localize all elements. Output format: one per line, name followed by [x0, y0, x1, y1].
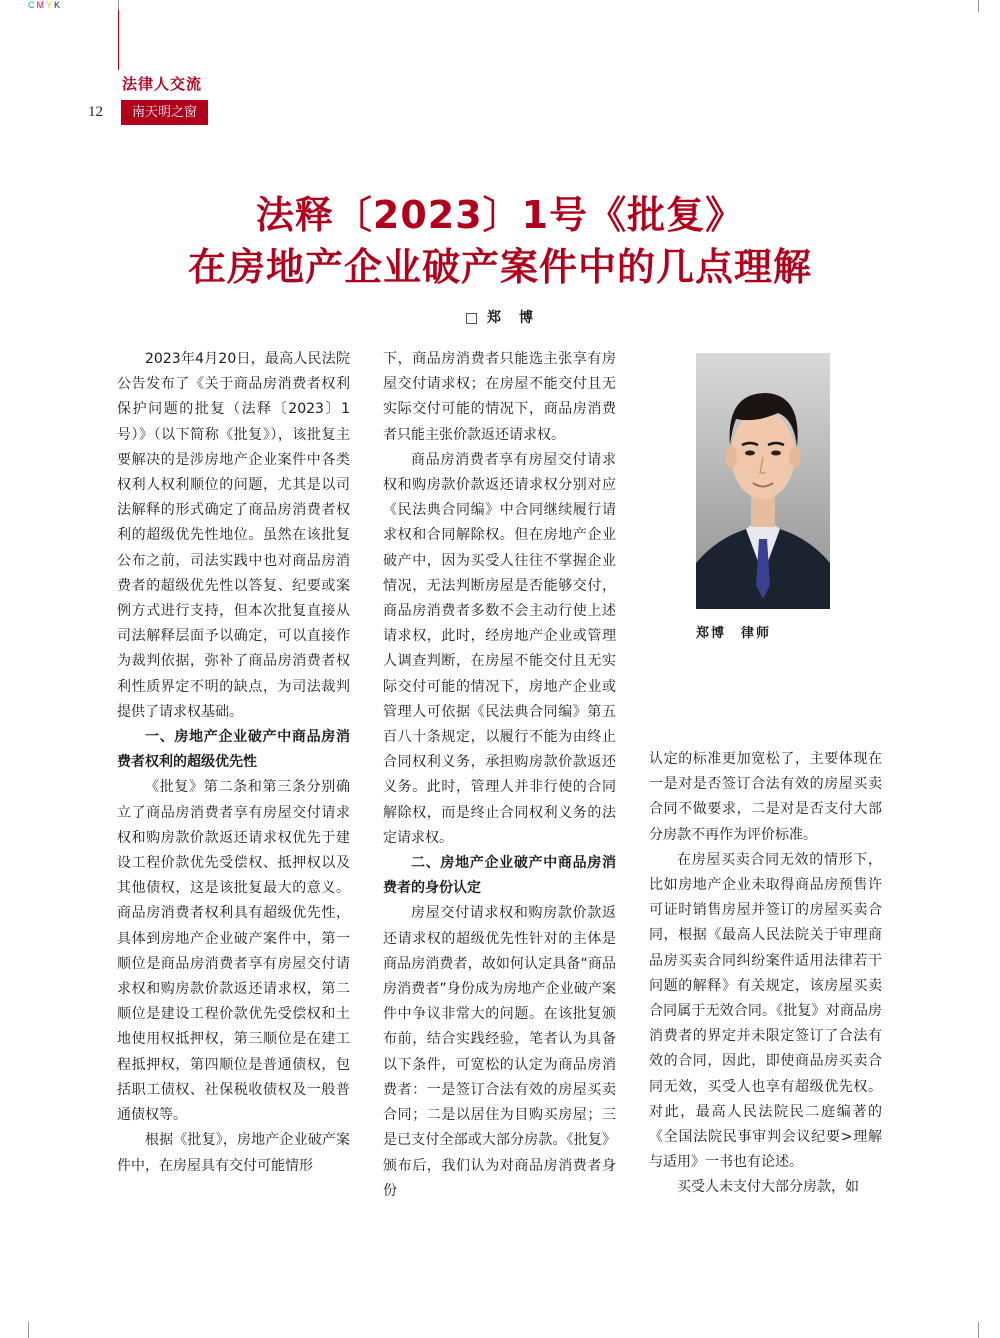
cmyk-m: M — [36, 0, 46, 10]
author-photo — [696, 353, 830, 609]
article-title-line2: 在房地产企业破产案件中的几点理解 — [187, 245, 812, 289]
paragraph: 房屋交付请求权和购房款价款返还请求权的超级优先性针对的主体是商品房消费者，故如何认定具备“商品房消费者”身份成为房地产企业破产案件中争议非常大的问题。在该批复颁布前，结合实践经验，笔者认为具备以下条件，可宽松的认定为商品房消费者：一是签订合法有效的房屋买卖合同；二是以居住为目购买房屋；三是已支付全部或大部分房款。《批复》颁布后，我们认为对商品房消费者身份 — [383, 905, 616, 1199]
column-tag: 南天明之窗 — [121, 100, 208, 125]
paragraph: 《批复》第二条和第三条分别确立了商品房消费者享有房屋交付请求权和购房款价款返还请求权优先于建设工程价款优先受偿权、抵押权以及其他债权，这是该批复最大的意义。商品房消费者权利具有超级优先性，具体到房地产企业破产案件中，第一顺位是商品房消费者享有房屋交付请求权和购房款价款返还请求权，第二顺位是建设工程价款优先受偿权和土地使用权抵押权，第三顺位是在建工程抵押权，第四顺位是普通债权，包括职工债权、社保税收债权及一般普通债权等。 — [117, 779, 350, 1124]
photo-caption: 郑博 律师 — [696, 626, 772, 641]
paragraph: 认定的标准更加宽松了，主要体现在一是对是否签订合法有效的房屋买卖合同不做要求，二是对是否支付大部分房款不再作为评价标准。 — [649, 751, 882, 843]
paragraph: 商品房消费者享有房屋交付请求权和购房款价款返还请求权分别对应《民法典合同编》中合同继续履行请求权和合同解除权。但在房地产企业破产中，因为买受人往往不掌握企业情况，无法判断房屋是否能够交付，商品房消费者多数不会主动行使上述请求权，此时，经房地产企业或管理人调查判断，在房屋不能交付且无实际交付可能的情况下，房地产企业或管理人可依据《民法典合同编》第五百八十条规定，以履行不能为由终止合同权利义务，承担购房款价款返还义务。此时，管理人并非行使的合同解除权，而是终止合同权利义务的法定请求权。 — [383, 451, 616, 846]
cmyk-k: K — [54, 0, 63, 10]
cmyk-y: Y — [46, 0, 55, 10]
crop-mark — [118, 0, 119, 10]
crop-mark — [978, 1322, 979, 1338]
section-title: 法律人交流 — [122, 75, 203, 93]
author-byline: □ 郑 博 — [464, 310, 536, 326]
paragraph: 根据《批复》，房地产企业破产案件中，在房屋具有交付可能情形 — [117, 1132, 350, 1174]
text-column-3 — [649, 747, 882, 1201]
cmyk-marks — [28, 0, 62, 10]
paragraph: 在房屋买卖合同无效的情形下，比如房地产企业未取得商品房预售许可证时销售房屋并签订的房屋买卖合同，根据《最高人民法院关于审理商品房买卖合同纠纷案件适用法律若干问题的解释》有关规定，该房屋买卖合同属于无效合同。《批复》对商品房消费者的界定并未限定签订了合法有效的合同，因此，即使商品房买卖合同无效，买受人也享有超级优先权。对此，最高人民法院民二庭编著的《全国法院民事审判会议纪要>理解与适用》一书也有论述。 — [649, 851, 882, 1171]
section-heading-2: 二、房地产企业破产中商品房消费者的身份认定 — [383, 855, 616, 897]
text-column-1 — [117, 347, 350, 1179]
paragraph: 下，商品房消费者只能选主张享有房屋交付请求权；在房屋不能交付且无实际交付可能的情况下，商品房消费者只能主张价款返还请求权。 — [383, 351, 616, 443]
header-rule — [118, 10, 119, 70]
paragraph: 买受人未支付大部分房款，如 — [677, 1179, 859, 1196]
section-heading-1: 一、房地产企业破产中商品房消费者权利的超级优先性 — [117, 729, 350, 771]
crop-mark — [28, 1322, 29, 1338]
text-column-2 — [383, 347, 616, 1204]
paragraph: 2023年4月20日，最高人民法院公告发布了《关于商品房消费者权利保护问题的批复（法释〔2023〕1号）》（以下简称《批复》），该批复主要解决的是涉房地产企业案件中各类权利人权利顺位的问题，尤其是以司法解释的形式确定了商品房消费者权利的超级优先性地位。虽然在该批复公布之前，司法实践中也对商品房消费者的超级优先性以答复、纪要或案例方式进行支持，但本次批复直接从司法解释层面予以确定，可以直接作为裁判依据，弥补了商品房消费者权利性质界定不明的缺点，为司法裁判提供了请求权基础。 — [117, 351, 350, 720]
cmyk-c: C — [28, 0, 37, 10]
article-title-line1: 法释〔2023〕1号《批复》 — [255, 193, 745, 237]
crop-mark — [978, 0, 979, 12]
page-number: 12 — [88, 104, 103, 120]
